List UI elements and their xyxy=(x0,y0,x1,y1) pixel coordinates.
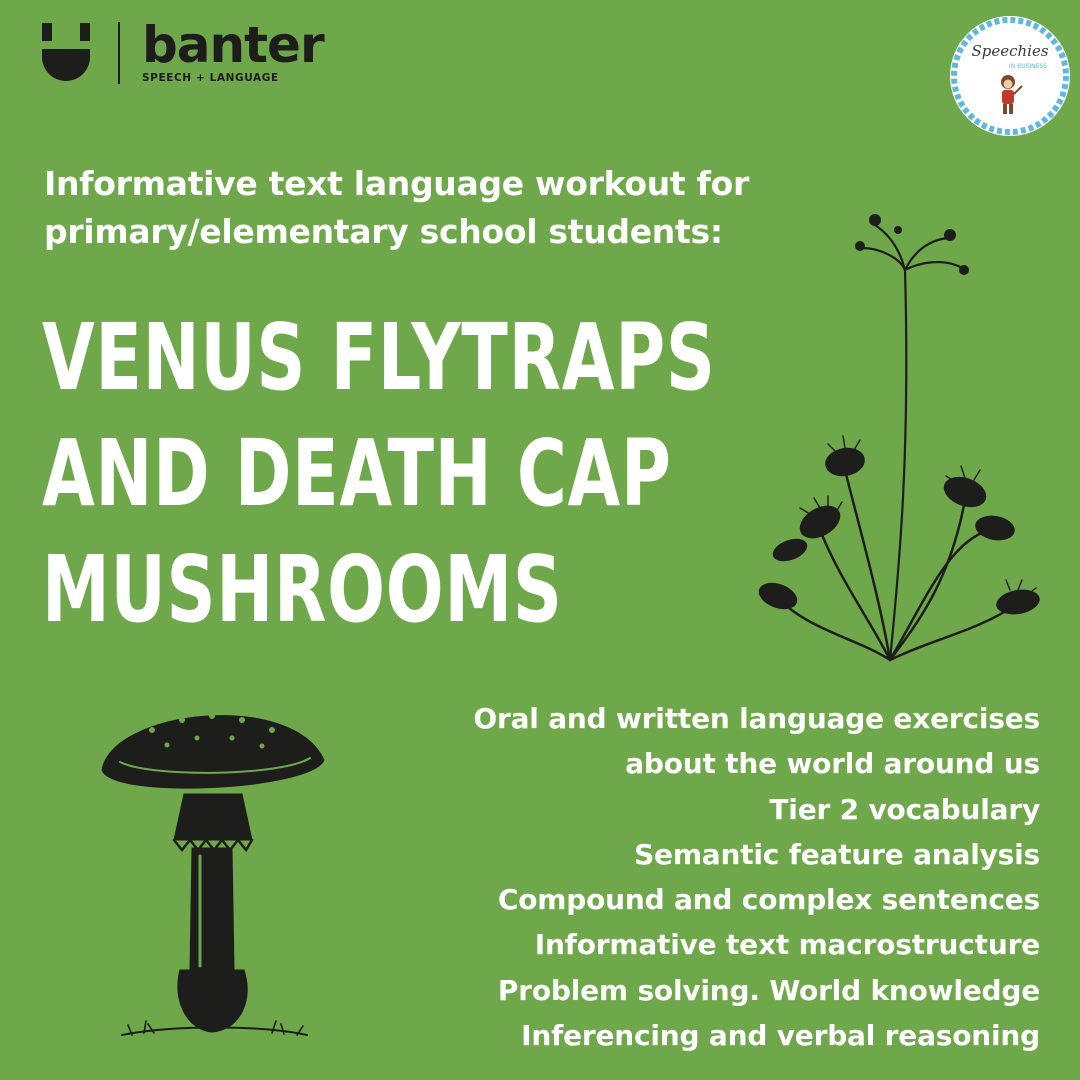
feature-list xyxy=(473,696,1040,1058)
feature-item: Inferencing and verbal reasoning xyxy=(521,1019,1040,1053)
feature-item: Tier 2 vocabulary xyxy=(769,792,1040,826)
feature-item: Compound and complex sentences xyxy=(497,883,1040,917)
title-line-2: AND DEATH CAP xyxy=(42,420,672,527)
logo-divider xyxy=(118,22,120,84)
feature-item: Informative text macrostructure xyxy=(534,928,1040,962)
title-line-1: VENUS FLYTRAPS xyxy=(42,304,716,411)
badge-title: Speechies xyxy=(971,42,1049,60)
venus-flytrap-illustration xyxy=(750,200,1050,670)
title-line-3: MUSHROOMS xyxy=(42,536,563,643)
banter-mark-icon xyxy=(40,23,92,83)
feature-item: Oral and written language exercises xyxy=(473,702,1040,735)
intro-text xyxy=(44,160,864,256)
speechies-badge xyxy=(948,14,1072,138)
badge-subtitle: IN BUSINESS xyxy=(1008,63,1048,70)
banter-logo xyxy=(40,16,324,84)
feature-item: about the world around us xyxy=(625,747,1040,781)
intro-line-1: Informative text language workout for xyxy=(44,164,749,203)
death-cap-mushroom-illustration xyxy=(92,690,332,1050)
logo-wordmark: banter xyxy=(142,16,324,74)
feature-item: Problem solving. World knowledge xyxy=(497,973,1040,1007)
intro-line-2: primary/elementary school students: xyxy=(44,212,723,251)
feature-item: Semantic feature analysis xyxy=(634,837,1040,871)
logo-subtitle: SPEECH + LANGUAGE xyxy=(142,72,279,84)
